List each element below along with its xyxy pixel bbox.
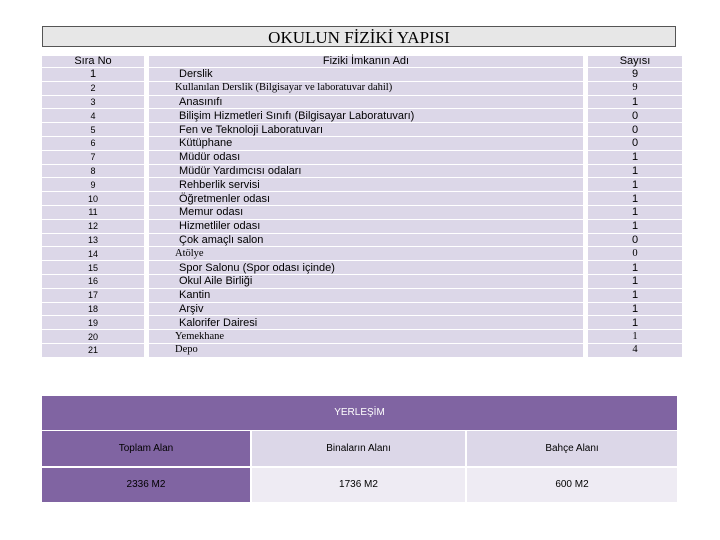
row-number: 12 — [42, 220, 144, 233]
table-row — [42, 206, 682, 219]
facility-name: Öğretmenler odası — [149, 192, 583, 205]
table-row — [42, 123, 682, 136]
facility-count: 1 — [588, 192, 682, 205]
row-number: 20 — [42, 330, 144, 343]
facility-name: Arşiv — [149, 303, 583, 316]
facility-name: Anasınıfı — [149, 96, 583, 109]
table-row — [42, 165, 682, 178]
facility-name: Spor Salonu (Spor odası içinde) — [149, 261, 583, 274]
table-row — [42, 68, 682, 81]
row-number: 1 — [42, 68, 144, 81]
facilities-table — [42, 55, 682, 358]
row-number: 11 — [42, 206, 144, 219]
facility-name: Kütüphane — [149, 137, 583, 150]
row-number: 16 — [42, 275, 144, 288]
facility-count: 9 — [588, 82, 682, 95]
table-row — [42, 234, 682, 247]
row-number: 14 — [42, 247, 144, 260]
page-title: OKULUN FİZİKİ YAPISI — [42, 26, 676, 47]
table-row — [42, 151, 682, 164]
row-number: 15 — [42, 261, 144, 274]
facilities-table-wrap — [42, 55, 677, 358]
table-row — [42, 303, 682, 316]
row-number: 19 — [42, 316, 144, 329]
facility-name: Depo — [149, 344, 583, 357]
facility-count: 0 — [588, 234, 682, 247]
facility-name: Derslik — [149, 68, 583, 81]
facility-count: 1 — [588, 316, 682, 329]
facility-name: Okul Aile Birliği — [149, 275, 583, 288]
facility-name: Rehberlik servisi — [149, 178, 583, 191]
header-fiziki-imkan: Fiziki İmkanın Adı — [149, 56, 583, 67]
facility-name: Yemekhane — [149, 330, 583, 343]
facility-count: 4 — [588, 344, 682, 357]
facility-name: Atölye — [149, 247, 583, 260]
row-number: 9 — [42, 178, 144, 191]
table-row — [42, 247, 682, 260]
table-row — [42, 316, 682, 329]
row-number: 8 — [42, 165, 144, 178]
row-number: 7 — [42, 151, 144, 164]
row-number: 2 — [42, 82, 144, 95]
table-row — [42, 109, 682, 122]
table-row — [42, 261, 682, 274]
facility-count: 1 — [588, 303, 682, 316]
row-number: 6 — [42, 137, 144, 150]
facility-count: 1 — [588, 178, 682, 191]
facility-count: 1 — [588, 289, 682, 302]
facility-name: Memur odası — [149, 206, 583, 219]
row-number: 18 — [42, 303, 144, 316]
table-row — [42, 137, 682, 150]
row-number: 21 — [42, 344, 144, 357]
table-row — [42, 220, 682, 233]
facility-count: 1 — [588, 165, 682, 178]
facility-count: 1 — [588, 261, 682, 274]
yerlesim-header: YERLEŞİM — [42, 396, 677, 430]
row-number: 17 — [42, 289, 144, 302]
buildings-area-value: 1736 M2 — [252, 468, 465, 502]
facility-name: Kullanılan Derslik (Bilgisayar ve laboratuvar dahil) — [149, 82, 583, 95]
facility-count: 1 — [588, 275, 682, 288]
facility-count: 0 — [588, 123, 682, 136]
row-number: 4 — [42, 109, 144, 122]
facility-count: 1 — [588, 330, 682, 343]
facility-count: 0 — [588, 137, 682, 150]
table-header-row — [42, 56, 682, 67]
buildings-area-label: Binaların Alanı — [252, 431, 465, 466]
table-row — [42, 344, 682, 357]
garden-area-value: 600 M2 — [467, 468, 677, 502]
facility-count: 1 — [588, 206, 682, 219]
facility-name: Fen ve Teknoloji Laboratuvarı — [149, 123, 583, 136]
facility-name: Kantin — [149, 289, 583, 302]
total-area-value: 2336 M2 — [42, 468, 250, 502]
header-sayisi: Sayısı — [588, 56, 682, 67]
row-number: 13 — [42, 234, 144, 247]
total-area-label: Toplam Alan — [42, 431, 250, 466]
row-number: 10 — [42, 192, 144, 205]
facility-name: Hizmetliler odası — [149, 220, 583, 233]
facilities-rows — [42, 68, 682, 357]
facility-name: Kalorifer Dairesi — [149, 316, 583, 329]
facility-count: 9 — [588, 68, 682, 81]
facility-name: Müdür Yardımcısı odaları — [149, 165, 583, 178]
facility-count: 1 — [588, 96, 682, 109]
table-row — [42, 82, 682, 95]
table-row — [42, 178, 682, 191]
header-sira-no: Sıra No — [42, 56, 144, 67]
facility-count: 1 — [588, 151, 682, 164]
garden-area-label: Bahçe Alanı — [467, 431, 677, 466]
row-number: 3 — [42, 96, 144, 109]
table-row — [42, 289, 682, 302]
facility-name: Çok amaçlı salon — [149, 234, 583, 247]
facility-count: 0 — [588, 247, 682, 260]
table-row — [42, 96, 682, 109]
table-row — [42, 275, 682, 288]
table-row — [42, 330, 682, 343]
facility-count: 1 — [588, 220, 682, 233]
facility-name: Bilişim Hizmetleri Sınıfı (Bilgisayar Laboratuvarı) — [149, 109, 583, 122]
facility-name: Müdür odası — [149, 151, 583, 164]
table-row — [42, 192, 682, 205]
row-number: 5 — [42, 123, 144, 136]
facility-count: 0 — [588, 109, 682, 122]
